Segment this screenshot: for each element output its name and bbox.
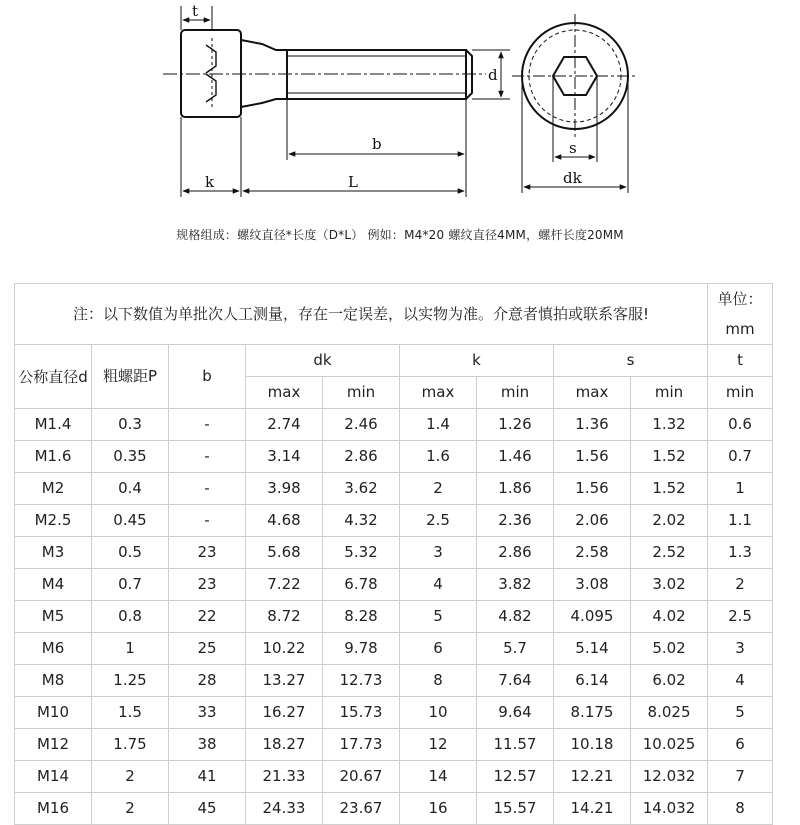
cell-s-min: 3.02 xyxy=(631,569,708,601)
cell-d: M1.4 xyxy=(15,409,92,441)
cell-dk-max: 13.27 xyxy=(246,665,323,697)
cell-s-max: 5.14 xyxy=(554,633,631,665)
cell-s-min: 2.02 xyxy=(631,505,708,537)
cell-d: M16 xyxy=(15,793,92,825)
cell-k-max: 2 xyxy=(400,473,477,505)
cell-s-min: 12.032 xyxy=(631,761,708,793)
cell-dk-min: 2.86 xyxy=(323,441,400,473)
table-row xyxy=(15,441,773,473)
cell-dk-max: 16.27 xyxy=(246,697,323,729)
table-row xyxy=(15,793,773,825)
cell-pitch: 0.8 xyxy=(92,601,169,633)
label-L: L xyxy=(348,173,358,191)
cell-dk-max: 3.14 xyxy=(246,441,323,473)
cell-s-min: 5.02 xyxy=(631,633,708,665)
cell-t-min: 8 xyxy=(708,793,773,825)
cell-s-min: 8.025 xyxy=(631,697,708,729)
cell-k-max: 2.5 xyxy=(400,505,477,537)
cell-dk-min: 2.46 xyxy=(323,409,400,441)
cell-s-max: 1.36 xyxy=(554,409,631,441)
table-row xyxy=(15,633,773,665)
cell-k-max: 14 xyxy=(400,761,477,793)
cell-pitch: 2 xyxy=(92,761,169,793)
cell-dk-min: 23.67 xyxy=(323,793,400,825)
cell-s-max: 2.58 xyxy=(554,537,631,569)
cell-k-max: 6 xyxy=(400,633,477,665)
table-row xyxy=(15,697,773,729)
table-row xyxy=(15,729,773,761)
cell-d: M2 xyxy=(15,473,92,505)
cell-k-min: 5.7 xyxy=(477,633,554,665)
cell-k-min: 4.82 xyxy=(477,601,554,633)
header-b: b xyxy=(169,345,246,409)
cell-b: 38 xyxy=(169,729,246,761)
cell-t-min: 2 xyxy=(708,569,773,601)
cell-dk-min: 12.73 xyxy=(323,665,400,697)
table-row xyxy=(15,665,773,697)
cell-k-max: 8 xyxy=(400,665,477,697)
cell-k-max: 1.6 xyxy=(400,441,477,473)
cell-dk-min: 20.67 xyxy=(323,761,400,793)
cell-s-max: 10.18 xyxy=(554,729,631,761)
cell-s-max: 14.21 xyxy=(554,793,631,825)
table-row xyxy=(15,761,773,793)
cell-b: - xyxy=(169,441,246,473)
cell-k-min: 1.46 xyxy=(477,441,554,473)
cell-k-min: 2.86 xyxy=(477,537,554,569)
header-dk: dk xyxy=(246,345,400,377)
cell-b: 23 xyxy=(169,537,246,569)
cell-dk-max: 5.68 xyxy=(246,537,323,569)
cell-pitch: 0.3 xyxy=(92,409,169,441)
cell-k-min: 1.86 xyxy=(477,473,554,505)
cell-d: M10 xyxy=(15,697,92,729)
header-nominal-diameter: 公称直径d xyxy=(15,345,92,409)
cell-pitch: 0.5 xyxy=(92,537,169,569)
cell-dk-max: 10.22 xyxy=(246,633,323,665)
cell-dk-min: 15.73 xyxy=(323,697,400,729)
cell-d: M2.5 xyxy=(15,505,92,537)
cell-pitch: 0.45 xyxy=(92,505,169,537)
spec-caption: 规格组成：螺纹直径*长度（D*L） 例如：M4*20 螺纹直径4MM，螺杆长度20MM xyxy=(176,228,624,242)
header-t: t xyxy=(708,345,773,377)
cell-k-min: 15.57 xyxy=(477,793,554,825)
cell-k-max: 16 xyxy=(400,793,477,825)
cell-b: 45 xyxy=(169,793,246,825)
cell-t-min: 7 xyxy=(708,761,773,793)
cell-b: - xyxy=(169,505,246,537)
table-row xyxy=(15,601,773,633)
cell-b: 41 xyxy=(169,761,246,793)
header-k-min: min xyxy=(477,377,554,409)
header-dk-min: min xyxy=(323,377,400,409)
table-row xyxy=(15,473,773,505)
header-k: k xyxy=(400,345,554,377)
cell-k-min: 2.36 xyxy=(477,505,554,537)
cell-k-min: 3.82 xyxy=(477,569,554,601)
cell-d: M8 xyxy=(15,665,92,697)
cell-s-min: 1.32 xyxy=(631,409,708,441)
cell-pitch: 2 xyxy=(92,793,169,825)
cell-dk-max: 2.74 xyxy=(246,409,323,441)
cell-dk-max: 21.33 xyxy=(246,761,323,793)
cell-d: M4 xyxy=(15,569,92,601)
header-s: s xyxy=(554,345,708,377)
cell-dk-max: 3.98 xyxy=(246,473,323,505)
label-d: d xyxy=(488,66,498,84)
cell-s-min: 2.52 xyxy=(631,537,708,569)
cell-pitch: 1.25 xyxy=(92,665,169,697)
cell-t-min: 0.6 xyxy=(708,409,773,441)
table-row xyxy=(15,537,773,569)
header-s-min: min xyxy=(631,377,708,409)
cell-k-min: 7.64 xyxy=(477,665,554,697)
cell-dk-max: 8.72 xyxy=(246,601,323,633)
cell-t-min: 1.1 xyxy=(708,505,773,537)
label-k: k xyxy=(205,173,215,191)
cell-s-min: 6.02 xyxy=(631,665,708,697)
cell-k-min: 12.57 xyxy=(477,761,554,793)
cell-t-min: 1.3 xyxy=(708,537,773,569)
cell-k-max: 5 xyxy=(400,601,477,633)
cell-dk-max: 18.27 xyxy=(246,729,323,761)
header-pitch: 粗螺距P xyxy=(92,345,169,409)
table-row xyxy=(15,409,773,441)
table-row xyxy=(15,569,773,601)
cell-dk-min: 4.32 xyxy=(323,505,400,537)
cell-pitch: 1 xyxy=(92,633,169,665)
cell-dk-min: 9.78 xyxy=(323,633,400,665)
cell-k-max: 3 xyxy=(400,537,477,569)
label-dk: dk xyxy=(563,169,582,187)
cell-dk-min: 17.73 xyxy=(323,729,400,761)
cell-b: 23 xyxy=(169,569,246,601)
cell-s-max: 2.06 xyxy=(554,505,631,537)
cell-dk-min: 3.62 xyxy=(323,473,400,505)
cell-s-max: 1.56 xyxy=(554,473,631,505)
label-t: t xyxy=(192,2,199,20)
cell-s-max: 1.56 xyxy=(554,441,631,473)
cell-d: M12 xyxy=(15,729,92,761)
screw-end-view xyxy=(512,14,638,138)
cell-dk-min: 8.28 xyxy=(323,601,400,633)
cell-b: 22 xyxy=(169,601,246,633)
cell-s-min: 10.025 xyxy=(631,729,708,761)
cell-t-min: 0.7 xyxy=(708,441,773,473)
cell-s-max: 3.08 xyxy=(554,569,631,601)
cell-k-max: 12 xyxy=(400,729,477,761)
cell-t-min: 1 xyxy=(708,473,773,505)
cell-pitch: 0.4 xyxy=(92,473,169,505)
cell-d: M14 xyxy=(15,761,92,793)
header-s-max: max xyxy=(554,377,631,409)
cell-pitch: 1.75 xyxy=(92,729,169,761)
screw-technical-drawing xyxy=(0,0,800,200)
cell-k-min: 11.57 xyxy=(477,729,554,761)
spec-table-body xyxy=(15,409,773,825)
cell-k-min: 9.64 xyxy=(477,697,554,729)
cell-d: M5 xyxy=(15,601,92,633)
cell-dk-max: 4.68 xyxy=(246,505,323,537)
label-s: s xyxy=(569,139,577,157)
hex-socket-outline xyxy=(206,45,216,73)
cell-dk-max: 7.22 xyxy=(246,569,323,601)
cell-dk-min: 5.32 xyxy=(323,537,400,569)
cell-t-min: 3 xyxy=(708,633,773,665)
cell-k-max: 4 xyxy=(400,569,477,601)
spec-table xyxy=(14,283,773,825)
cell-b: 28 xyxy=(169,665,246,697)
cell-s-max: 12.21 xyxy=(554,761,631,793)
cell-dk-max: 24.33 xyxy=(246,793,323,825)
header-k-max: max xyxy=(400,377,477,409)
cell-s-min: 14.032 xyxy=(631,793,708,825)
cell-b: 33 xyxy=(169,697,246,729)
cell-k-max: 10 xyxy=(400,697,477,729)
cell-s-max: 4.095 xyxy=(554,601,631,633)
cell-b: 25 xyxy=(169,633,246,665)
label-b: b xyxy=(372,135,382,153)
cell-d: M6 xyxy=(15,633,92,665)
cell-t-min: 2.5 xyxy=(708,601,773,633)
cell-k-max: 1.4 xyxy=(400,409,477,441)
cell-d: M3 xyxy=(15,537,92,569)
cell-pitch: 0.35 xyxy=(92,441,169,473)
cell-s-min: 1.52 xyxy=(631,473,708,505)
cell-k-min: 1.26 xyxy=(477,409,554,441)
cell-d: M1.6 xyxy=(15,441,92,473)
cell-pitch: 0.7 xyxy=(92,569,169,601)
table-row xyxy=(15,505,773,537)
table-note: 注：以下数值为单批次人工测量，存在一定误差，以实物为准。介意者慎拍或联系客服! xyxy=(15,284,708,345)
cell-b: - xyxy=(169,473,246,505)
cell-t-min: 4 xyxy=(708,665,773,697)
table-unit: 单位：mm xyxy=(708,284,773,345)
cell-s-max: 6.14 xyxy=(554,665,631,697)
cell-t-min: 5 xyxy=(708,697,773,729)
cell-s-min: 1.52 xyxy=(631,441,708,473)
cell-b: - xyxy=(169,409,246,441)
cell-t-min: 6 xyxy=(708,729,773,761)
header-t-min: min xyxy=(708,377,773,409)
cell-pitch: 1.5 xyxy=(92,697,169,729)
cell-dk-min: 6.78 xyxy=(323,569,400,601)
cell-s-min: 4.02 xyxy=(631,601,708,633)
cell-s-max: 8.175 xyxy=(554,697,631,729)
header-dk-max: max xyxy=(246,377,323,409)
